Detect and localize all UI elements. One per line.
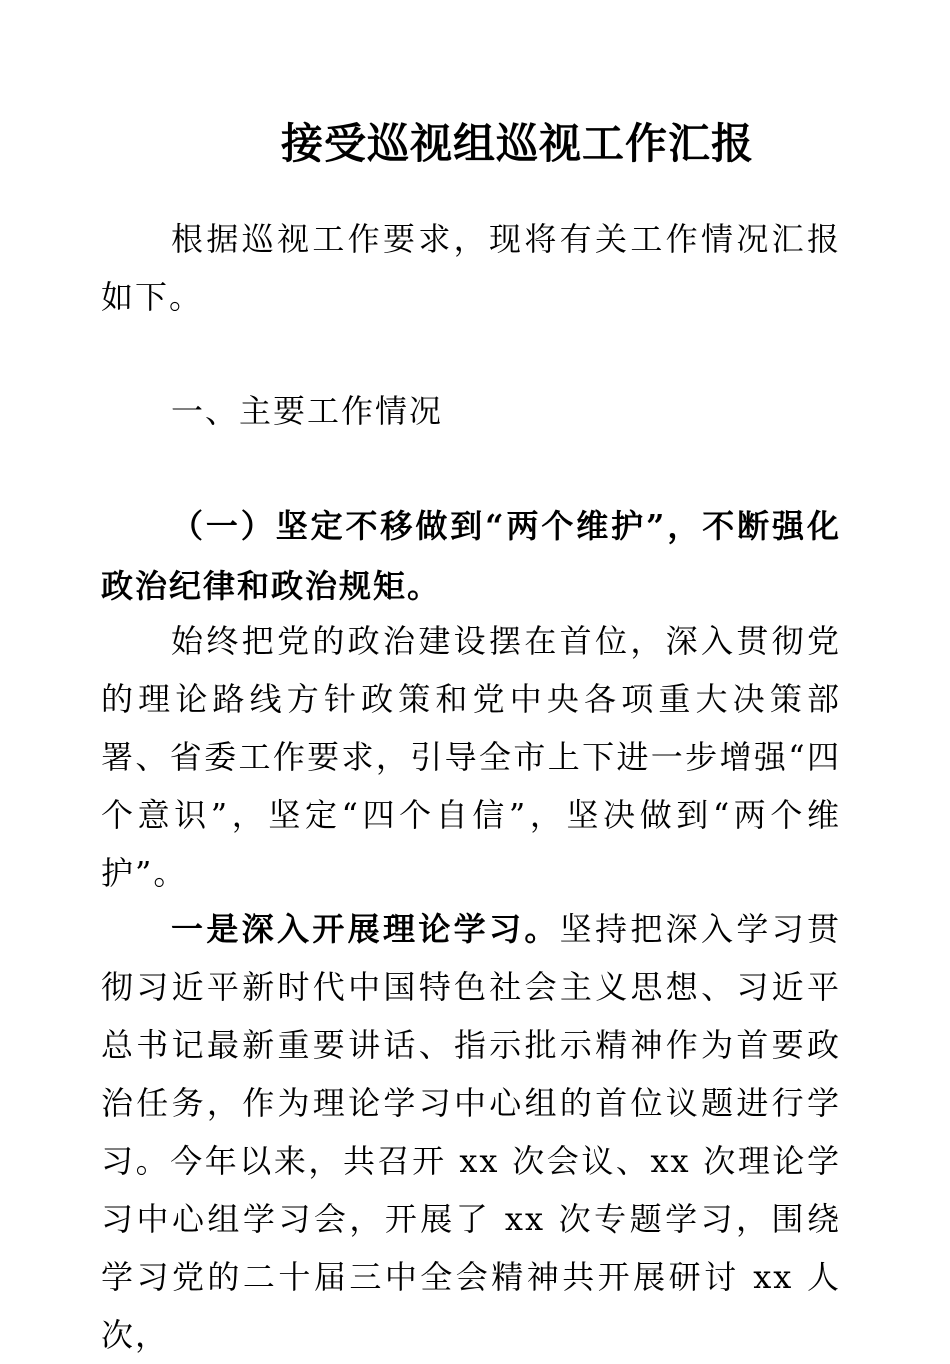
document-title: 接受巡视组巡视工作汇报 [280,119,754,168]
paragraph-lead: 一是深入开展理论学习。 [171,910,560,948]
body-paragraph-1: 始终把党的政治建设摆在首位，深入贯彻党的理论路线方针政策和党中央各项重大决策部署、省委工作要求，引导全市上下进一步增强“四个意识”，坚定“四个自信”，坚决做到“两个维护”。 [101,622,841,892]
body-paragraph-2 [101,900,841,1364]
section-heading: 一、主要工作情况 [171,392,444,430]
intro-paragraph: 根据巡视工作要求，现将有关工作情况汇报如下。 [101,220,841,316]
paragraph-body: 坚持把深入学习贯彻习近平新时代中国特色社会主义思想、习近平总书记最新重要讲话、指示批示精神作为首要政治任务，作为理论学习中心组的首位议题进行学习。今年以来，共召开 xx 次会议、xx 次理论学习中心组学习会，开展了 xx 次专题学习，围绕学习党的二十届三中全会精神共开展研讨 xx 人次， [101,910,841,1354]
subsection-heading: （一）坚定不移做到“两个维护”，不断强化政治纪律和政治规矩。 [101,507,841,605]
